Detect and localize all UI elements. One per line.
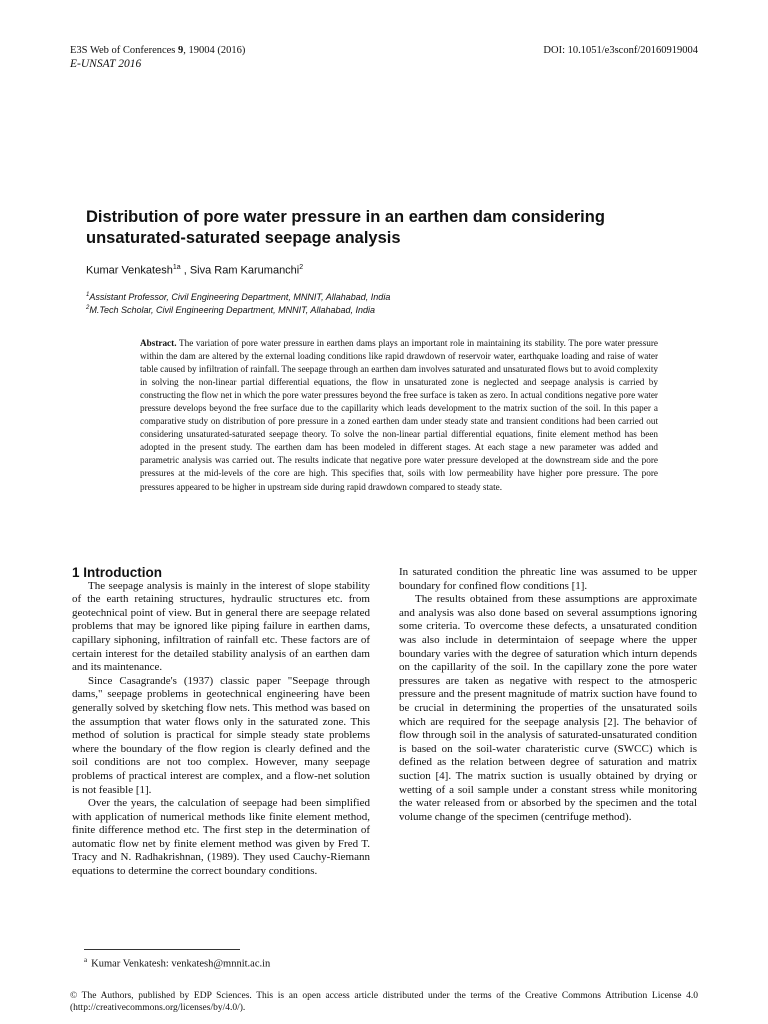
author-affil-mark: 2 [299,264,304,271]
paragraph: Since Casagrande's (1937) classic paper "Seepage through dams," seepage problems in geotechnical engineering have been generally solved by sketching flow nets. This method was based on the assumption that water flows only in the saturated zone. This method of solution is practical for simple steady state problems where the boundary of the flow region is clearly defined and the soil conditions are not too complex. However, many seepage problems of practical interest are complex, and a flow-net solution is not feasible [1]. [72,674,370,796]
doi[interactable]: DOI: 10.1051/e3sconf/20160919004 [543,45,698,56]
author-separator: , [180,264,190,277]
affiliation-text: Assistant Professor, Civil Engineering Department, MNNIT, Allahabad, India [89,292,391,302]
footnote [84,956,270,970]
abstract-label: Abstract. [140,338,177,348]
journal-volume: 9 [178,45,184,56]
affiliation [86,290,390,303]
abstract [140,337,658,494]
affiliation-text: M.Tech Scholar, Civil Engineering Department, MNNIT, Allahabad, India [89,305,375,315]
footnote-divider [84,949,240,950]
body-column-right [399,566,697,824]
paragraph: In saturated condition the phreatic line was assumed to be upper boundary for confined flow conditions [1]. [399,566,697,592]
journal-name: E3S Web of Conferences [70,45,179,56]
affiliation [86,303,390,316]
paper-title: Distribution of pore water pressure in an earthen dam considering unsaturated-saturated seepage analysis [86,208,605,247]
abstract-text: The variation of pore water pressure in earthen dams plays an important role in maintaining its stability. The pore water pressure within the dam are altered by the external loading conditions like rapid drawdown of reservoir water, earthquake loading and raise of water table caused by infiltration of rainfall. The seepage through an earthen dam involves saturated and unsaturated flows but to avoid complexity in solving the non-linear partial differential equations, the flow in unsaturated zone is neglected and seepage analysis is carried by constructing the flow net in which the pore water pressures beyond the free surface is taken as zero. In actual conditions negative pore water pressure develops beyond the free surface due to the capillarity which leads development to the matrix suction of the soil. In this paper a comparative study on distribution of pore pressure in a zoned earthen dam under steady state and transient conditions had been carried out considering unsaturated-saturated seepage theory. To solve the non-linear partial differential equations, finite element method has been adopted in the present study. The earthen dam has been modeled in different stages. At each stage a new parameter was added and parametric analysis was carried out. The results indicate that negative pore water pressure developed at the downstream side and the pore pressures at the mid-levels of the core are high. This specifies that, soils with low permeability have higher pore pressure. The pore pressures appeared to be higher in upstream side during rapid drawdown compared to steady state. [140,338,658,492]
footnote-mark: a [84,956,88,964]
footnote-text: Kumar Venkatesh: venkatesh@mnnit.ac.in [91,958,271,970]
author-affil-mark: 1a [172,264,181,271]
section-heading: 1 Introduction [72,565,162,580]
paragraph: The results obtained from these assumptions are approximate and analysis was also done based on several assumptions ignoring some criteria. To overcome these defects, a unsaturated condition was also include in determintaion of seepage where the upper boundary varies with the degree of saturation which inturn depends on the capillarity of the soil. In the capillary zone the pore water pressures are taken as negative with respect to the atmosperic pressure and the present magnitude of matrix suction have found to be crucial in determining the properties of the unsaturated soils which are required for the seepage analysis [2]. The behavior of flow through soil in the analysis of saturated-unsaturated condition is based on the soil-water charateristic curve (SWCC) which is defined as the relation between degree of saturation and matrix suction [4]. The matrix suction is usually obtained by drying or wetting of a soil sample under a constant stress while monitoring the water released from or absorbed by the specimen and the total volume change of the specimen (centrifuge method). [399,593,697,823]
affiliations [86,290,390,316]
body-column-left [72,566,370,879]
author-list [86,264,303,277]
conference-name: E-UNSAT 2016 [70,58,142,70]
article-number: , 19004 (2016) [183,45,246,56]
paragraph: The seepage analysis is mainly in the interest of slope stability of the earth retaining structures, hydraulic structures etc. from geotechnical point of view. But in general there are seepage related problems that may be ignored like piping failure in earthen dams, capillary siphoning, infiltration of rainfall etc. These factors are of certain interest for the detailed stability analysis of an earthen dam and its maintenance. [72,579,370,674]
license-notice: © The Authors, published by EDP Sciences. This is an open access article distributed under the terms of the Creative Commons Attribution License 4.0 (http://creativecommons.org/licenses/by/4.0/). [70,991,698,1013]
affiliation-mark: 1 [86,292,90,298]
journal-citation [70,44,245,57]
author-name: Siva Ram Karumanchi [189,264,300,277]
author-name: Kumar Venkatesh [86,264,173,277]
affiliation-mark: 2 [86,305,90,311]
paragraph: Over the years, the calculation of seepage had been simplified with application of numerical methods like finite element method, finite difference method etc. The first step in the determination of automatic flow net by finite element method was given by Fred T. Tracy and N. Radhakrishnan, (1989). They used Cauchy-Riemann equations to determine the correct boundary conditions. [72,797,370,878]
